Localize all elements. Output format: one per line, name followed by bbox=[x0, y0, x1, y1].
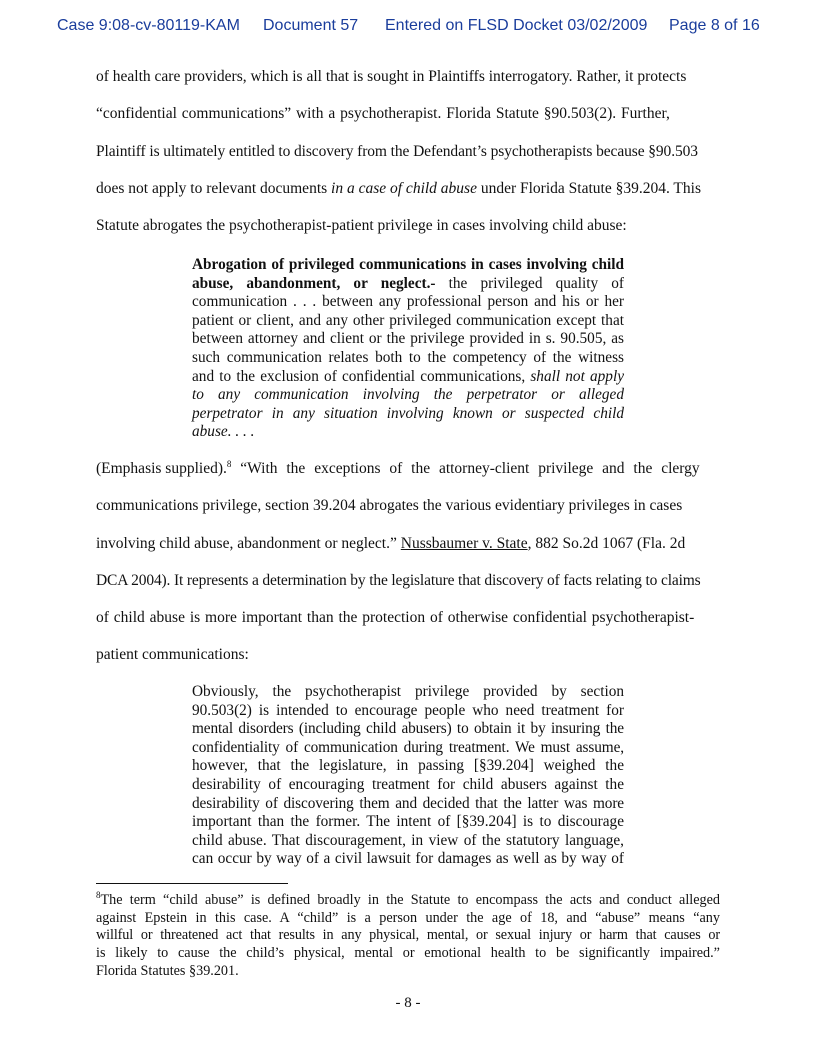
text-line: of child abuse is more important than the protection of otherwise confidential psychotherapist- bbox=[96, 609, 695, 627]
text-line: DCA 2004). It represents a determination by the legislature that discovery of facts relating to claims bbox=[96, 571, 701, 589]
quote-line: child abuse. That discouragement, in view of the statutory language, bbox=[192, 831, 624, 849]
text-line: Plaintiff is ultimately entitled to discovery from the Defendant’s psychotherapists because §90.503 bbox=[96, 142, 698, 160]
quote-line: confidentiality of communication during treatment. We must assume, bbox=[192, 738, 624, 756]
quote-line bbox=[192, 275, 624, 294]
quote-line: desirability of encouraging treatment for child abusers against the bbox=[192, 775, 624, 793]
quote-line: important than the former. The intent of [§39.204] is to discourage bbox=[192, 813, 624, 831]
footnote-divider bbox=[96, 883, 288, 884]
footnote-reference[interactable]: 8 bbox=[226, 459, 232, 469]
text-segment: “With the exceptions of the attorney-client privilege and the clergy bbox=[231, 460, 700, 477]
footnote-8 bbox=[96, 892, 720, 980]
footnote-number: 8 bbox=[96, 890, 101, 900]
text-segment: the privileged quality of bbox=[435, 274, 624, 292]
text-segment: under Florida Statute §39.204. This bbox=[476, 179, 701, 197]
header-docket-entry: Entered on FLSD Docket 03/02/2009 bbox=[385, 17, 648, 34]
quote-line: communication . . . between any professional person and his or her bbox=[192, 293, 624, 311]
text-line: “confidential communications” with a psychotherapist. Florida Statute §90.503(2). Further, bbox=[96, 105, 670, 123]
text-segment: and to the exclusion of confidential communications, bbox=[192, 367, 531, 385]
quote-line: desirability of discovering them and decided that the latter was more bbox=[192, 794, 624, 812]
quote-line bbox=[192, 368, 624, 387]
footnote-line: is likely to cause the child’s physical, mental or emotional health to be significantly impaired.” bbox=[96, 945, 720, 962]
statute-heading: abuse, abandonment, or neglect.- bbox=[192, 274, 436, 292]
text-segment: involving child abuse, abandonment or neglect.” bbox=[96, 534, 401, 552]
header-page-count: Page 8 of 16 bbox=[669, 17, 760, 34]
emphasis-text: in a case of child abuse bbox=[331, 179, 477, 197]
text-segment: , 882 So.2d 1067 (Fla. 2d bbox=[527, 534, 686, 552]
text-segment: does not apply to relevant documents bbox=[96, 179, 332, 197]
quote-line: can occur by way of a civil lawsuit for damages as well as by way of bbox=[192, 850, 624, 868]
text-line bbox=[96, 170, 720, 207]
header-case-number: Case 9:08-cv-80119-KAM bbox=[57, 17, 240, 34]
quote-line: such communication relates both to the competency of the witness bbox=[192, 348, 624, 366]
quote-line bbox=[192, 256, 624, 275]
page-number: - 8 - bbox=[395, 995, 421, 1011]
quote-line: mental disorders (including child abusers) to obtain it by insuring the bbox=[192, 720, 624, 738]
quote-line-emphasis: perpetrator in any situation involving known or suspected child bbox=[192, 404, 624, 422]
paragraph-1 bbox=[96, 58, 720, 244]
statute-heading: Abrogation of privileged communications in cases involving child bbox=[192, 256, 624, 273]
quote-line: 90.503(2) is intended to encourage people who need treatment for bbox=[192, 701, 624, 719]
quote-line: between attorney and client or the privilege provided in s. 90.505, as bbox=[192, 330, 624, 348]
quote-line: however, that the legislature, in passing [§39.204] weighed the bbox=[192, 757, 624, 775]
quote-line: patient or client, and any other privileged communication except that bbox=[192, 311, 624, 329]
text-segment: (Emphasis supplied). bbox=[96, 460, 227, 477]
paragraph-2 bbox=[96, 450, 720, 674]
block-quote-statute bbox=[192, 256, 624, 442]
footnote-line: Florida Statutes §39.201. bbox=[96, 962, 239, 979]
quote-line: Obviously, the psychotherapist privilege provided by section bbox=[192, 683, 624, 700]
text-segment: The term “child abuse” is defined broadly in the Statute to encompass the acts and conduct alleged bbox=[100, 892, 720, 908]
block-quote-case bbox=[192, 683, 624, 869]
footnote-line: against Epstein in this case. A “child” is a person under the age of 18, and “abuse” means “any bbox=[96, 909, 720, 926]
text-line: communications privilege, section 39.204 abrogates the various evidentiary privileges in cases bbox=[96, 497, 683, 515]
text-line bbox=[96, 525, 720, 562]
quote-line-emphasis: abuse. . . . bbox=[192, 423, 255, 441]
case-citation: Nussbaumer v. State bbox=[400, 534, 528, 552]
text-line bbox=[96, 450, 720, 487]
footnote-line: willful or threatened act that results in any physical, mental, or sexual injury or harm that causes or bbox=[96, 927, 720, 944]
text-line: Statute abrogates the psychotherapist-patient privilege in cases involving child abuse: bbox=[96, 217, 627, 235]
text-line: patient communications: bbox=[96, 646, 249, 664]
header-document-number: Document 57 bbox=[263, 17, 359, 34]
footnote-line bbox=[96, 892, 720, 910]
emphasis-text: shall not apply bbox=[530, 367, 624, 385]
quote-line-emphasis: to any communication involving the perpetrator or alleged bbox=[192, 386, 624, 404]
text-line: of health care providers, which is all that is sought in Plaintiffs interrogatory. Rather, it protects bbox=[96, 68, 687, 85]
